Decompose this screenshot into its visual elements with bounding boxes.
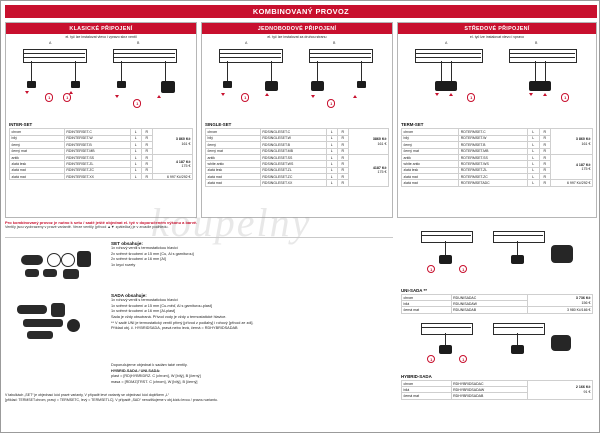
divider-1 [5,237,393,238]
cell-code: RDINTERSET.W [64,135,130,141]
valve-b-thermostat [161,81,175,93]
cell-l: L [528,154,539,160]
arrow-down-a [25,91,29,94]
cell-l: L [326,154,337,160]
pipe-a-left [31,61,32,83]
cell-r: R [337,148,348,154]
cell-name: antik [402,154,459,160]
photo-part-a [17,305,47,314]
cell-r: R [141,142,152,148]
cell-code: RDTERMSET.ZC [459,174,528,180]
cell-l: L [130,135,141,141]
pipe-b-right [165,61,166,83]
arrow-up-a [449,93,453,96]
table-hybrid-sada [401,380,593,400]
set-name-single: SINGLE-SET [205,122,232,128]
badge-1: 1 [467,93,475,101]
diagram-label-b: B [535,41,538,46]
recommend-line: masa = [RDMZ|TRST. C |chrom], W [bílý], B [černý] [111,380,198,385]
cell-code: RDTERMSET.WS [459,161,528,167]
diagram-klasicke [9,41,193,121]
set-name-term: TERM-SET [401,122,424,128]
cell-l: L [528,135,539,141]
cell-l: L [528,180,539,186]
table-inter-set [9,128,193,180]
photo-part-nut2 [43,269,57,277]
arrow-down-b [529,93,533,96]
cell-code: RDHYBRIDSADAW [451,387,527,393]
uni-valve-photo [551,245,573,263]
cell-price-group1 [152,129,192,155]
cell-code: RDSINGLESET.ZC [260,174,326,180]
set-item: 2x svěrné šroubení ø 15 mm [Cu, Al s garniturou] [111,251,194,256]
hybrid-sada-diagram [401,319,595,369]
pipe-a-right [271,61,272,83]
cell-code: RDSINGLESET.MB [260,148,326,154]
pipe-a-left [227,61,228,83]
radiator-b-line [113,53,175,54]
cell-code: RDUNISADAC [451,295,527,301]
cell-name: antik [206,154,261,160]
radiator-uni-b-line [493,235,543,236]
price-note: 161 € [377,141,387,146]
photo-part-e [27,331,53,339]
valve-a-single [265,81,278,91]
badge-1: 1 [45,93,53,101]
radiator-b-line2 [509,57,575,58]
photo-part-ring2 [61,253,75,267]
cell-code: RDHYBRIDSADAC [451,381,527,387]
cell-l: L [528,161,539,167]
cell-name: zlatá mat [10,174,65,180]
price-value: 3860 Kč [372,137,387,142]
price-value: 3 736 Kč [575,296,591,301]
badge-3: 1 [133,99,141,107]
valve-uni-b [511,255,524,264]
panel-jednobodove-pripojeni [201,22,393,218]
cell-l: L [326,174,337,180]
radiator-b-line2 [309,57,371,58]
pipe-b-left [317,61,318,83]
sada-block-list [111,298,393,332]
sada-item: 1x rohový ventil s termostatickou hlavicí [111,298,178,302]
cell-code: RDHYBRIDSADAB [451,393,527,399]
cell-code: RDTERMSET.ZL [459,167,528,173]
radiator-b-line [309,53,371,54]
price-value: 3 860 Kč [575,137,591,142]
valve-b-single [311,81,324,91]
cell-name: zlatá lesk [206,167,261,173]
photo-part-valve [77,251,91,267]
cell-name: černý mat [206,148,261,154]
cell-price [528,381,593,400]
cell-code: RDTERMSET.B [459,142,528,148]
cell-code: RDINTERSET.SS [64,154,130,160]
cell-r: R [337,161,348,167]
arrow-up-b [543,93,547,96]
price-value: 4 187 Kč [575,162,591,167]
cell-name: černá mat [402,393,452,399]
cell-l: L [326,142,337,148]
cell-l: L [528,167,539,173]
radiator-a-line2 [415,57,481,58]
cell-code: RDTERMSET.SS [459,154,528,160]
cell-r: R [141,174,152,180]
cell-name: chrom [402,295,452,301]
cell-r: R [539,148,550,154]
pipe-b-right [361,61,362,83]
radiator-uni-a-line [421,235,471,236]
cell-name: černý mat [10,148,65,154]
panel-subtitle: el. tyč lze instalovat vlevo i vpravo skrz ventil [65,35,137,39]
cell-code: RDUNISADAB [451,307,527,313]
hybrid-sada-table-block [401,373,593,400]
cell-r: R [539,142,550,148]
badge-hyb-2: 1 [459,355,467,363]
cell-name: white antic [402,161,459,167]
uni-sada-table-block [401,287,593,314]
valve-b-center [529,81,551,91]
price-note: 175 € [581,167,591,172]
photo-part-d [67,319,80,332]
badge-hyb-1: 1 [427,355,435,363]
price-value: 2 166 Kč [575,385,591,390]
cell-code: RDTERMSET.C [459,129,528,135]
cell-code: RDSINGLESET.WS [260,161,326,167]
price-note: 161 € [581,141,591,146]
cell-l: L [130,129,141,135]
photo-part-c [23,319,63,327]
cell-l: L [326,129,337,135]
set-block-list [111,246,391,269]
cell-r: R [539,167,550,173]
table-row [10,174,193,180]
radiator-b [309,49,373,63]
cell-name: bílá [402,301,452,307]
diagram-label-b: B [333,41,336,46]
price-note: 156 € [581,300,591,305]
cell-name: antik [10,154,65,160]
cell-code: RDSINGLESET.XX [260,180,326,186]
cell-name: white antic [206,161,261,167]
radiator-b [113,49,177,63]
sada-block [111,293,393,332]
cell-price-group2 [348,154,388,186]
footer-note [5,393,385,403]
cell-price-group1 [550,129,592,155]
radiator-a [23,49,87,63]
diagram-stredove [401,41,593,121]
table-row [402,307,593,313]
table-term-set [401,128,593,186]
table-single-set [205,128,389,186]
sada-photo [15,301,107,343]
sada-item: Sada je vždy obsutraná. Přívod vody je vždy u termostatické hlavice. [111,315,227,320]
cell-l: L [528,148,539,154]
combined-operation-note [5,220,393,230]
cell-name: zlatá mat [402,180,459,186]
radiator-uni-b [493,231,545,243]
radiator-b [509,49,577,63]
cell-name: bílý [206,135,261,141]
cell-code: RDINTERSET.B [64,142,130,148]
valve-a-left [27,81,36,88]
cell-code: RDINTERSET.MB [64,148,130,154]
radiator-hyb-b [493,323,545,335]
cell-code: RDTERMSET.MB [459,148,528,154]
sada-item: 1x svěrné šroubení ø 15 mm [Cu-měď, Al s garniturou-plast] [111,303,212,308]
valve-b-left [117,81,126,88]
cell-code: RDSINGLESET.C [260,129,326,135]
cell-price: 3 980 Kč/166 € [528,307,593,313]
cell-name: zlatá mat [10,167,65,173]
arrow-up-b [353,95,357,98]
sada-footnote: ** V sadě UNI je termostatický ventil přímý [přívod z podlahy] i rohový [přívod ze zdi]. [111,320,254,325]
cell-name: chrom [402,129,459,135]
cell-name: chrom [10,129,65,135]
cell-l: L [326,167,337,173]
radiator-hyb-b-line [493,327,543,328]
cell-code: RDSINGLESET.SS [260,154,326,160]
cell-code: RDINTERSET.ZL [64,161,130,167]
cell-name: černý mat [402,148,459,154]
cell-r: R [337,135,348,141]
recommend-title: Doporučujeme objednat k sadám také ventily. [111,363,188,367]
cell-r: R [539,161,550,167]
cell-r: R [141,148,152,154]
panel-subtitle: el. tyč lze instalovat za druhou stranu [267,35,327,39]
cell-r: R [141,167,152,173]
cell-name: černý [206,142,261,148]
cell-l: L [130,161,141,167]
photo-part-body [63,269,79,279]
cell-r: R [337,180,348,186]
photo-part-nut1 [25,269,39,277]
set-item: 1x kryci rozety [111,263,136,268]
watermark: koupelny [151,200,312,245]
cell-r: R [539,135,550,141]
radiator-a [415,49,483,63]
page-title: KOMBINOVANÝ PROVOZ [5,5,597,18]
arrow-up-a [265,93,269,96]
price-note: 175 € [181,164,191,169]
price-note: 161 € [181,141,191,146]
price-value: 4 187 Kč [175,159,191,164]
pipe-b-center-left [535,61,536,83]
valve-hyb-b [511,345,524,354]
panel-stredove-pripojeni [397,22,597,218]
set-item: 1x rohový ventil s termostatickou hlavicí [111,246,178,250]
valve-a-left [223,81,232,88]
cell-r: R [337,129,348,135]
arrow-down-b [115,95,119,98]
diagram-label-a: A [49,41,52,46]
set-block [111,241,391,269]
radiator-hyb-a-line [421,327,471,328]
price-value: 4187 Kč [372,165,387,170]
cell-l: L [528,142,539,148]
hybrid-valve-photo [551,335,571,351]
cell-name: zlatá mat [206,174,261,180]
radiator-a-line2 [23,57,85,58]
radiator-hyb-a [421,323,473,335]
cell-code: RDUNISADAW [451,301,527,307]
arrow-up-b [157,95,161,98]
cell-name: chrom [206,129,261,135]
panel-subtitle: el. tyč lze instalovat vlevo i vpravo [469,35,525,39]
price-value: 3 860 Kč [175,137,191,142]
cell-name: zlatá lesk [10,161,65,167]
uni-sada-name: UNI-SADA ** [401,288,427,293]
photo-part-b [51,303,65,317]
cell-l: L [528,129,539,135]
cell-r: R [141,161,152,167]
cell-code: RDTERMSETADC [459,180,528,186]
cell-name: bílá [402,387,452,393]
badge-1: 1 [241,93,249,101]
radiator-uni-a [421,231,473,243]
cell-name: bílý [10,135,65,141]
photo-part-ring1 [47,253,61,267]
table-uni-sada [401,294,593,314]
cell-code: RDSINGLESET.B [260,142,326,148]
note-line-1: Pro kombinovaný provoz je nutno k setu / sadě ještě objednat el. tyč v doporučeném výkonu a barvě. [5,220,198,225]
badge-uni-1: 1 [427,265,435,273]
uni-sada-diagram [401,225,595,283]
cell-r: R [539,180,550,186]
cell-l: L [326,135,337,141]
pipe-b-center-right [545,61,546,83]
badge-2: 1 [63,93,71,101]
valve-uni-a [439,255,452,264]
valve-a-right [71,81,80,88]
table-row [402,180,593,186]
cell-r: R [539,154,550,160]
badge-2: 1 [327,99,335,107]
footer-line-1: V tabulkách „SET“ je objednací kód pravé varianty, V případě levé varianty se objednací kód doplňkem „L“ [5,393,170,397]
cell-r: R [337,154,348,160]
cell-code: RDINTERSET.ZC [64,167,130,173]
valve-b-right [357,81,366,88]
cell-l: L [130,148,141,154]
cell-code: RDTERMSET.W [459,135,528,141]
cell-name: zlatá mat [402,174,459,180]
cell-r: R [141,154,152,160]
radiator-a-line [219,53,281,54]
cell-name: zlatá lesk [402,167,459,173]
panel-title: STŘEDOVÉ PŘIPOJENÍ [398,23,596,34]
radiator-b-line2 [113,57,175,58]
set-item: 2x svěrné šroubení ø 16 mm [Al] [111,257,166,262]
hybrid-sada-name: HYBRID-SADA [401,374,432,379]
radiator-a-line [415,53,481,54]
set-photo [19,245,105,287]
cell-price-group2 [152,154,192,173]
cell-l: L [326,161,337,167]
photo-part-cover [21,255,43,265]
radiator-a-line2 [219,57,281,58]
cell-r: R [539,174,550,180]
arrow-down-a [221,93,225,96]
diagram-label-a: A [445,41,448,46]
cell-price [528,295,593,307]
cell-code: RDSINGLESET.W [260,135,326,141]
panel-title: KLASICKÉ PŘIPOJENÍ [6,23,196,34]
sada-item: 1x svěrné šroubení ø 16 mm [Al-plast] [111,309,176,314]
note-line-2: Ventily jsou vyobrazeny v pravé variantě. Verze ventily (přívod ▲▼ zpátečka) je v zrcadle podhledu. [5,225,169,230]
cell-name: černý [10,142,65,148]
price-note: 91 € [583,389,591,394]
recommendation-block [111,363,391,386]
arrow-down-b [311,95,315,98]
valve-a-center [435,81,457,91]
pipe-a-center-right [451,61,452,83]
cell-code: RDINTERSET.C [64,129,130,135]
set-block-title: SET obsahuje: [111,241,143,246]
cell-l: L [326,180,337,186]
panel-title: JEDNOBODOVÉ PŘIPOJENÍ [202,23,392,34]
radiator-b-line [509,53,575,54]
cell-price-group2 [550,154,592,180]
valve-hyb-a [439,345,452,354]
footer-line-2: [příklad: TERMSET.chrom, pravý = TERMSETC, levý = TERMSETLC]. V případě „SAD“ nerozlišujeme v obj.kódu levou / pravou variantu. [5,398,218,403]
cell-price-group3: 6 997 Kč/292 € [550,180,592,186]
cell-name: černá mat [402,307,452,313]
panel-klasicke-pripojeni [5,22,197,218]
cell-l: L [130,167,141,173]
cell-name: zlatá mat [206,180,261,186]
diagram-label-a: A [245,41,248,46]
cell-name: chrom [402,381,452,387]
arrow-down-a [435,93,439,96]
cell-l: L [130,142,141,148]
cell-r: R [337,174,348,180]
cell-l: L [130,154,141,160]
diagram-jednobodove [205,41,389,121]
cell-r: R [539,129,550,135]
cell-l: L [528,174,539,180]
set-name-inter: INTER-SET [9,122,33,128]
cell-name: černý [402,142,459,148]
price-note: 175 € [377,170,387,175]
cell-name: bílý [402,135,459,141]
cell-code: RDINTERSET.XX [64,174,130,180]
cell-price-group1 [348,129,388,155]
diagram-label-b: B [137,41,140,46]
cell-code: RDSINGLESET.ZL [260,167,326,173]
badge-2: 1 [561,93,569,101]
radiator-a [219,49,283,63]
cell-l: L [130,174,141,180]
cell-r: R [141,129,152,135]
cell-r: R [337,142,348,148]
pipe-a-center-left [441,61,442,83]
cell-r: R [141,135,152,141]
sada-block-title: SADA obsahuje: [111,293,147,298]
badge-uni-2: 1 [459,265,467,273]
cell-price-group3: 6 997 Kč/292 € [152,174,192,180]
sada-footnote: Příklad obj. č. HYBRIDSADA, pravá nebo levá, černá = RDHYBRIDSADAB [111,326,238,331]
cell-l: L [326,148,337,154]
recommend-line: plast = [RD|HYBRIDRZ. C |chrom], W [bílý], B [černý] [111,374,201,379]
cell-r: R [337,167,348,173]
pipe-a-right [75,61,76,83]
radiator-a-line [23,53,85,54]
pipe-b-left [121,61,122,83]
recommend-line: HYBRID-SADA / UNI-SADA: [111,368,161,373]
